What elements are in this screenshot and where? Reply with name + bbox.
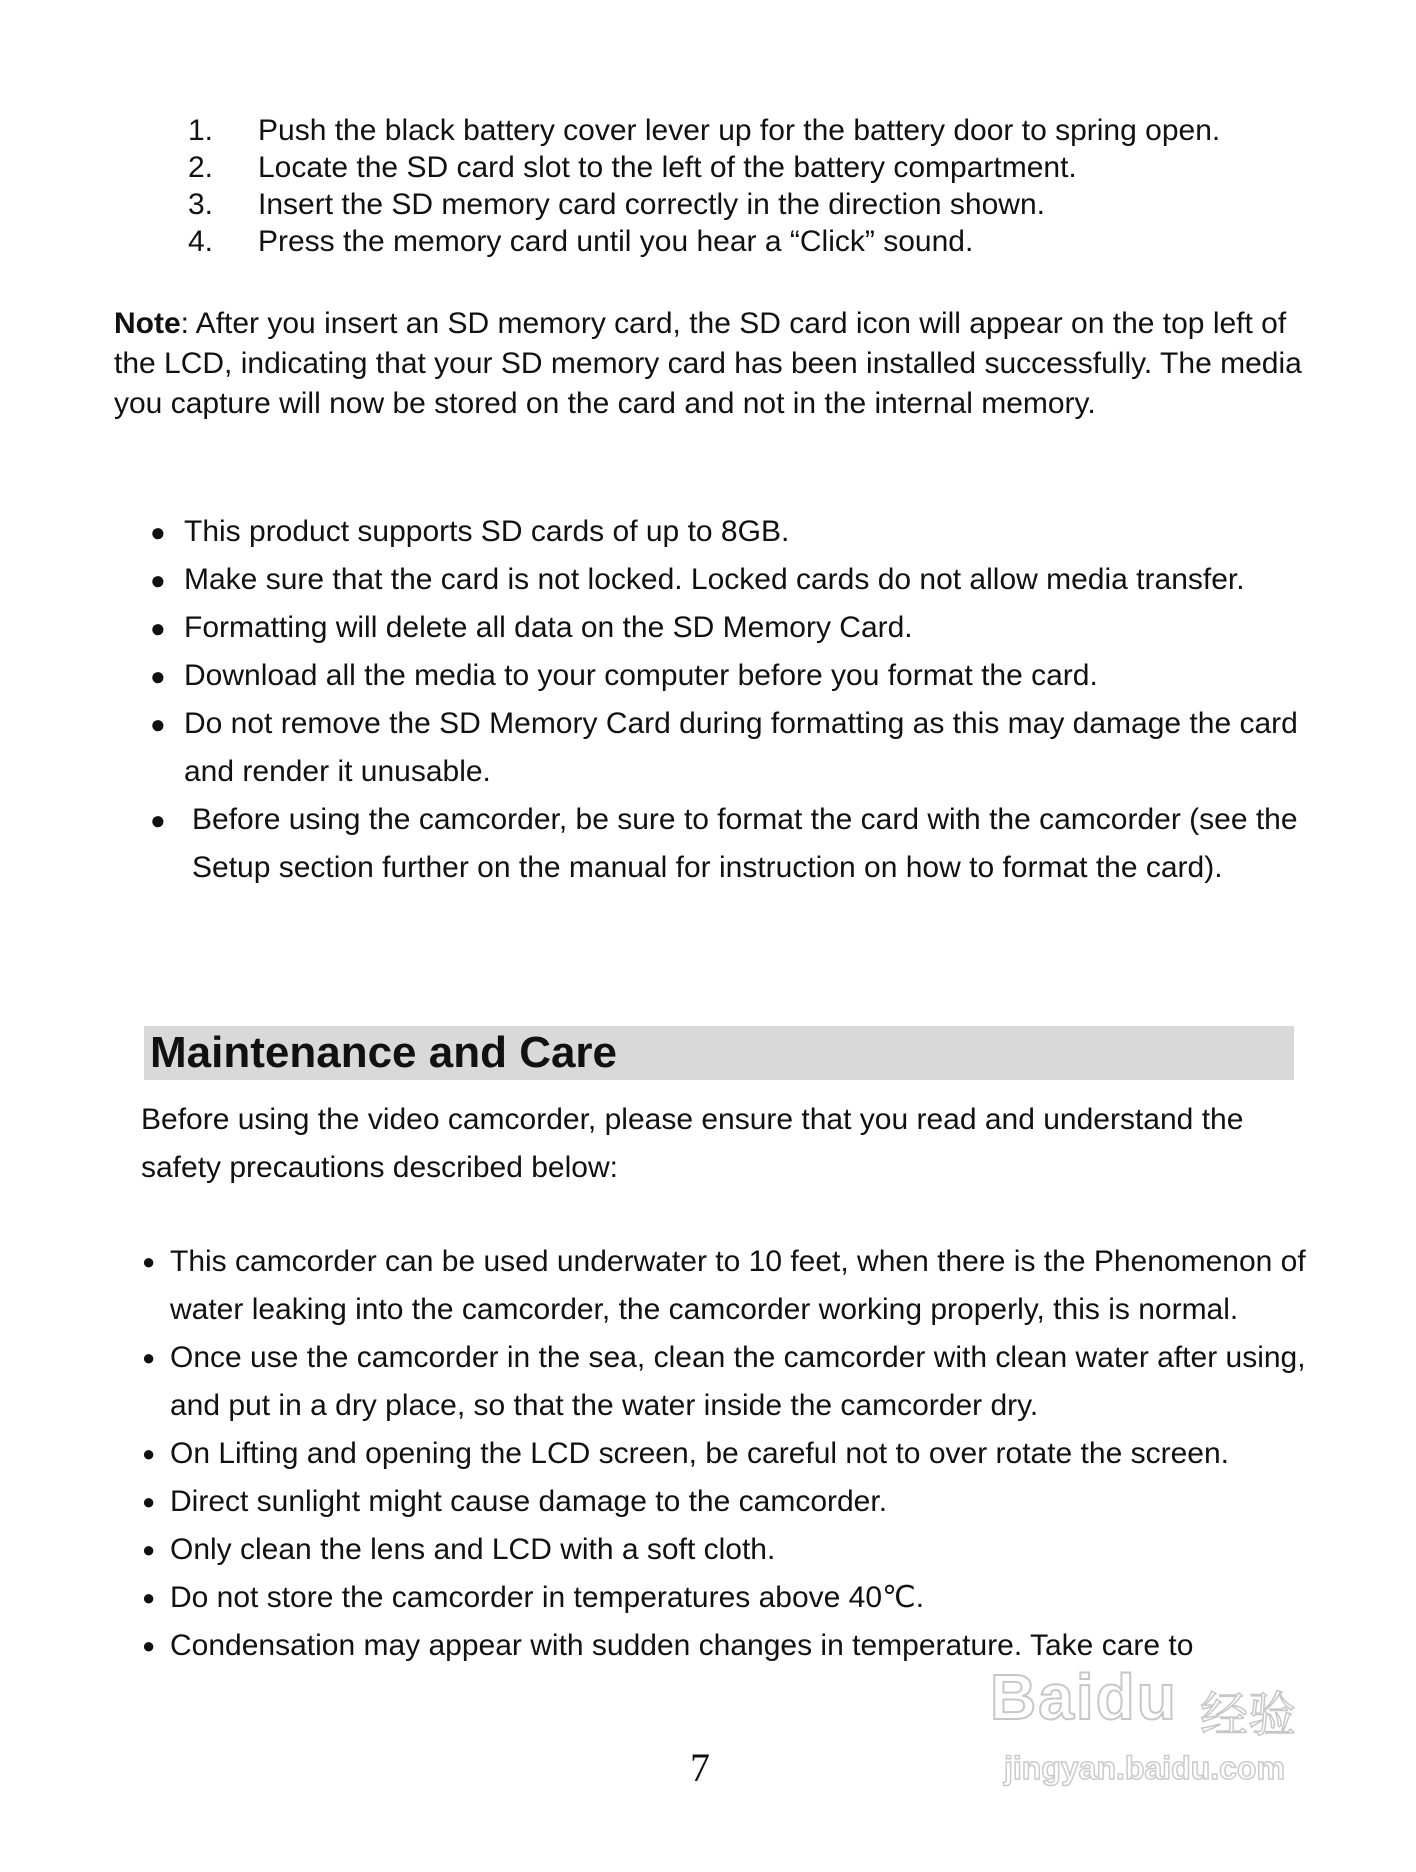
list-item [150, 700, 1310, 796]
list-item-text: This product supports SD cards of up to 8GB. [184, 515, 790, 548]
list-item [142, 1526, 1322, 1574]
care-tips [142, 1238, 1322, 1670]
bullet-icon: ● [150, 709, 166, 739]
section-intro: Before using the video camcorder, please ensure that you read and understand the safety precautions described below: [141, 1103, 1244, 1184]
bullet-icon: ● [142, 1633, 156, 1658]
list-item [150, 796, 1310, 892]
list-item [150, 652, 1310, 700]
list-item-text: This camcorder can be used underwater to 10 feet, when there is the Phenomenon of water leaking into the camcorder, the camcorder working properly, this is normal. [170, 1245, 1306, 1326]
watermark-cn-text: 经验 [1200, 1687, 1297, 1743]
list-item-text: Direct sunlight might cause damage to the camcorder. [170, 1485, 888, 1518]
list-item [150, 556, 1310, 604]
section-title: Maintenance and Care [150, 1028, 618, 1077]
list-item-text: Condensation may appear with sudden changes in temperature. Take care to [170, 1629, 1194, 1662]
step-number: 4. [188, 225, 214, 258]
bullet-icon: ● [142, 1585, 156, 1610]
step-number: 3. [188, 188, 214, 221]
step-number: 2. [188, 151, 214, 184]
list-item [150, 508, 1310, 556]
list-item [150, 604, 1310, 652]
page-number: 7 [690, 1745, 710, 1790]
list-item-text: On Lifting and opening the LCD screen, be careful not to over rotate the screen. [170, 1437, 1229, 1470]
note-text: : After you insert an SD memory card, the SD card icon will appear on the top left of the LCD, indicating that your SD memory card has been installed successfully. The media you capture will now be stored on the card and not in the internal memory. [114, 307, 1302, 420]
step-text: Press the memory card until you hear a “Click” sound. [258, 225, 974, 258]
step-number: 1. [188, 114, 214, 147]
list-item [142, 1430, 1322, 1478]
bullet-icon: ● [142, 1441, 156, 1466]
list-item-text: Download all the media to your computer before you format the card. [184, 659, 1098, 692]
list-item [142, 1478, 1322, 1526]
bullet-icon: ● [142, 1537, 156, 1562]
list-item [142, 1238, 1322, 1334]
list-item-text: Formatting will delete all data on the SD Memory Card. [184, 611, 913, 644]
list-item-text: Once use the camcorder in the sea, clean the camcorder with clean water after using, and put in a dry place, so that the water inside the camcorder dry. [170, 1341, 1306, 1422]
bullet-icon: ● [142, 1249, 156, 1274]
step-text: Locate the SD card slot to the left of the battery compartment. [258, 151, 1077, 184]
step-text: Insert the SD memory card correctly in the direction shown. [258, 188, 1045, 221]
list-item [142, 1574, 1322, 1622]
bullet-icon: ● [150, 613, 166, 643]
list-item-text: Make sure that the card is not locked. Locked cards do not allow media transfer. [184, 563, 1245, 596]
bullet-icon: ● [142, 1489, 156, 1514]
list-item-text: Before using the camcorder, be sure to format the card with the camcorder (see the Setup section further on the manual for instruction on how to format the card). [192, 803, 1298, 884]
list-item-text: Only clean the lens and LCD with a soft cloth. [170, 1533, 776, 1566]
note-paragraph [114, 304, 1314, 424]
bullet-icon: ● [150, 805, 166, 835]
note-label: Note [114, 307, 181, 340]
watermark-logo: Baidu [990, 1661, 1178, 1733]
list-item-text: Do not remove the SD Memory Card during formatting as this may damage the card and render it unusable. [184, 707, 1298, 788]
step-text: Push the black battery cover lever up for the battery door to spring open. [258, 114, 1221, 147]
list-item [142, 1334, 1322, 1430]
bullet-icon: ● [142, 1345, 156, 1370]
watermark-url: jingyan.baidu.com [1004, 1750, 1285, 1786]
bullet-icon: ● [150, 565, 166, 595]
list-item-text: Do not store the camcorder in temperatures above 40℃. [170, 1581, 925, 1614]
baidu-watermark [990, 1640, 1330, 1790]
sd-card-tips [150, 508, 1310, 892]
bullet-icon: ● [150, 661, 166, 691]
bullet-icon: ● [150, 517, 166, 547]
